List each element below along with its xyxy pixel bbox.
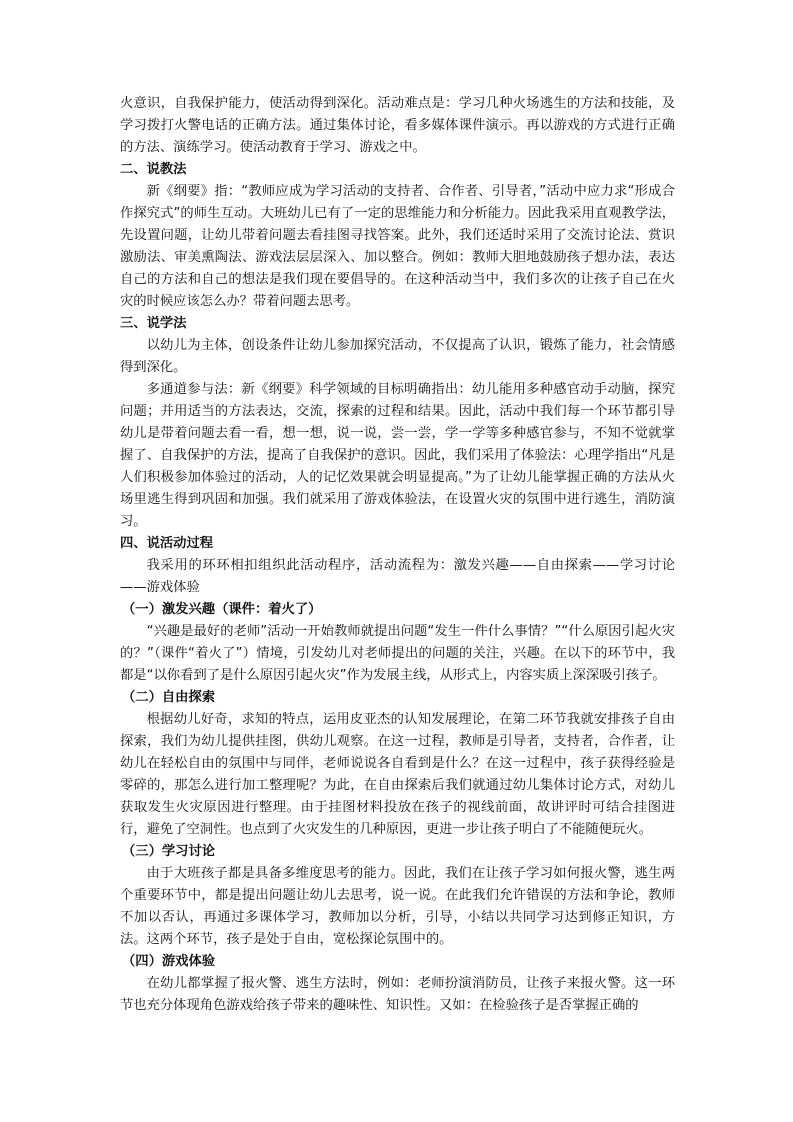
paragraph: 根据幼儿好奇，求知的特点，运用皮亚杰的认知发展理论，在第二环节我就安排孩子自由探索，我们为幼儿提供挂图，供幼儿观察。在这一过程，教师是引导者，支持者，合作者，让幼儿在轻松自由的氛围中与同伴，老师说说各自看到是什么？在这一过程中，孩子获得经验是零碎的，那怎么进行加工整理呢？为此，在自由探索后我们就通过幼儿集体讨论方式，对幼儿获取发生火灾原因进行整理。由于挂图材料投放在孩子的视线前面，故讲评时可结合挂图进行，避免了空洞性。也点到了火灾发生的几种原因，更进一步让孩子明白了不能随便玩火。 <box>120 712 675 837</box>
paragraph: 由于大班孩子都是具备多维度思考的能力。因此，我们在让孩子学习如何报火警，逃生两个重要环节中，都是提出问题让幼儿去思考，说一说。在此我们允许错误的方法和争论，教师不加以否认，再通过多课体学习，教师加以分析，引导，小结以共同学习达到修正知识，方法。这两个环节，孩子是处于自由，宽松探论氛围中的。 <box>120 866 675 947</box>
section-heading-teaching-method: 二、说教法 <box>120 162 187 177</box>
intro-paragraph: 火意识，自我保护能力，使活动得到深化。活动难点是：学习几种火场逃生的方法和技能，及学习拨打火警电话的正确方法。通过集体讨论，看多媒体课件演示。再以游戏的方式进行正确的方法、演练学习。使活动教育于学习、游戏之中。 <box>120 96 675 155</box>
subsection-heading-learning-discussion: （三）学习讨论 <box>122 844 216 859</box>
paragraph: “兴趣是最好的老师”活动一开始教师就提出问题“发生一件什么事情？”“什么原因引起火灾的？”（课件“着火了”）情境，引发幼儿对老师提出的问题的关注，兴趣。在以下的环节中，我都是“以你看到了是什么原因引起火灾”作为发展主线，从形式上，内容实质上深深吸引孩子。 <box>120 624 675 683</box>
subsection-heading-free-exploration: （二）自由探索 <box>122 690 216 705</box>
paragraph: 在幼儿都掌握了报火警、逃生方法时，例如：老师扮演消防员，让孩子来报火警。这一环节也充分体现角色游戏给孩子带来的趣味性、知识性。又如：在检验孩子是否掌握正确的 <box>120 976 675 1013</box>
subsection-heading-stimulate-interest: （一）激发兴趣（课件：着火了） <box>122 602 322 617</box>
paragraph: 多通道参与法：新《纲要》科学领域的目标明确指出：幼儿能用多种感官动手动脑，探究问题；并用适当的方法表达，交流，探索的过程和结果。因此，活动中我们每一个环节都引导幼儿是带着问题去看一看，想一想，说一说，尝一尝，学一学等多种感官参与，不知不觉就掌握了、自我保护的方法，提高了自我保护的意识。因此，我们采用了体验法：心理学指出“凡是人们积极参加体验过的活动，人的记忆效果就会明显提高。”为了让幼儿能掌握正确的方法从火场里逃生得到巩固和加强。我们就采用了游戏体验法，在设置火灾的氛围中进行逃生，消防演习。 <box>120 382 675 529</box>
section-heading-learning-method: 三、说学法 <box>120 316 187 331</box>
paragraph: 以幼儿为主体，创设条件让幼儿参加探究活动，不仅提高了认识，锻炼了能力，社会情感得到深化。 <box>120 338 675 375</box>
paragraph: 新《纲要》指：“教师应成为学习活动的支持者、合作者、引导者，”活动中应力求“形成合作探究式”的师生互动。大班幼儿已有了一定的思维能力和分析能力。因此我采用直观教学法，先设置问题，让幼儿带着问题去看挂图寻找答案。此外，我们还适时采用了交流讨论法、赏识激励法、审美熏陶法、游戏法层层深入、加以整合。例如：教师大胆地鼓励孩子想办法，表达自己的方法和自己的想法是我们现在要倡导的。在这种活动当中，我们多次的让孩子自己在火灾的时候应该怎么办？带着问题去思考。 <box>120 184 675 309</box>
document-body <box>120 93 675 1017</box>
section-heading-activity-process: 四、说活动过程 <box>120 536 214 551</box>
subsection-heading-game-experience: （四）游戏体验 <box>122 954 216 969</box>
paragraph: 我采用的环环相扣组织此活动程序，活动流程为：激发兴趣——自由探索——学习讨论——游戏体验 <box>120 558 675 595</box>
